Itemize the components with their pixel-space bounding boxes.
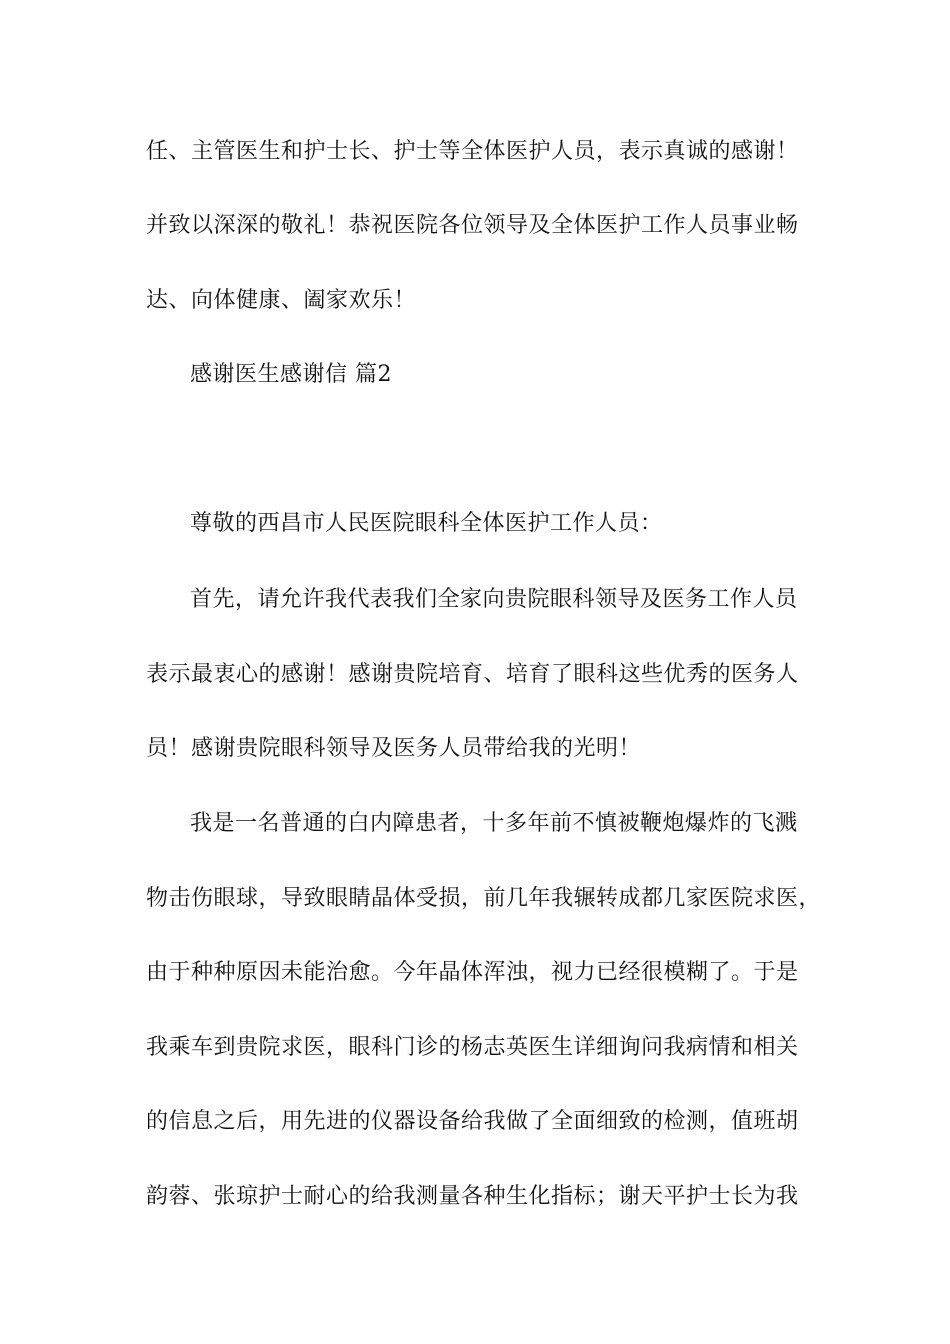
text-line-6: 首先，请允许我代表我们全家向贵院眼科领导及医务工作人员 [190,587,798,612]
salutation: 尊敬的西昌市人民医院眼科全体医护工作人员： [190,511,663,536]
text-line-3: 达、向体健康、阖家欢乐！ [146,288,417,313]
text-line-14: 韵蓉、张琼护士耐心的给我测量各种生化指标；谢天平护士长为我 [146,1184,799,1209]
text-line-2: 并致以深深的敬礼！恭祝医院各位领导及全体医护工作人员事业畅 [146,213,799,238]
text-line-13: 的信息之后，用先进的仪器设备给我做了全面细致的检测，值班胡 [146,1109,799,1134]
text-line-12: 我乘车到贵院求医，眼科门诊的杨志英医生详细询问我病情和相关 [146,1035,799,1060]
text-line-8: 员！感谢贵院眼科领导及医务人员带给我的光明！ [146,736,642,761]
text-line-10: 物击伤眼球，导致眼睛晶体受损，前几年我辗转成都几家医院求医， [146,886,822,911]
section-heading: 感谢医生感谢信 篇2 [190,362,392,387]
text-line-11: 由于种种原因未能治愈。今年晶体浑浊，视力已经很模糊了。于是 [146,960,799,985]
text-line-1: 任、主管医生和护士长、护士等全体医护人员，表示真诚的感谢！ [146,139,799,164]
text-line-7: 表示最衷心的感谢！感谢贵院培育、培育了眼科这些优秀的医务人 [146,662,799,687]
text-line-9: 我是一名普通的白内障患者，十多年前不慎被鞭炮爆炸的飞溅 [190,811,798,836]
